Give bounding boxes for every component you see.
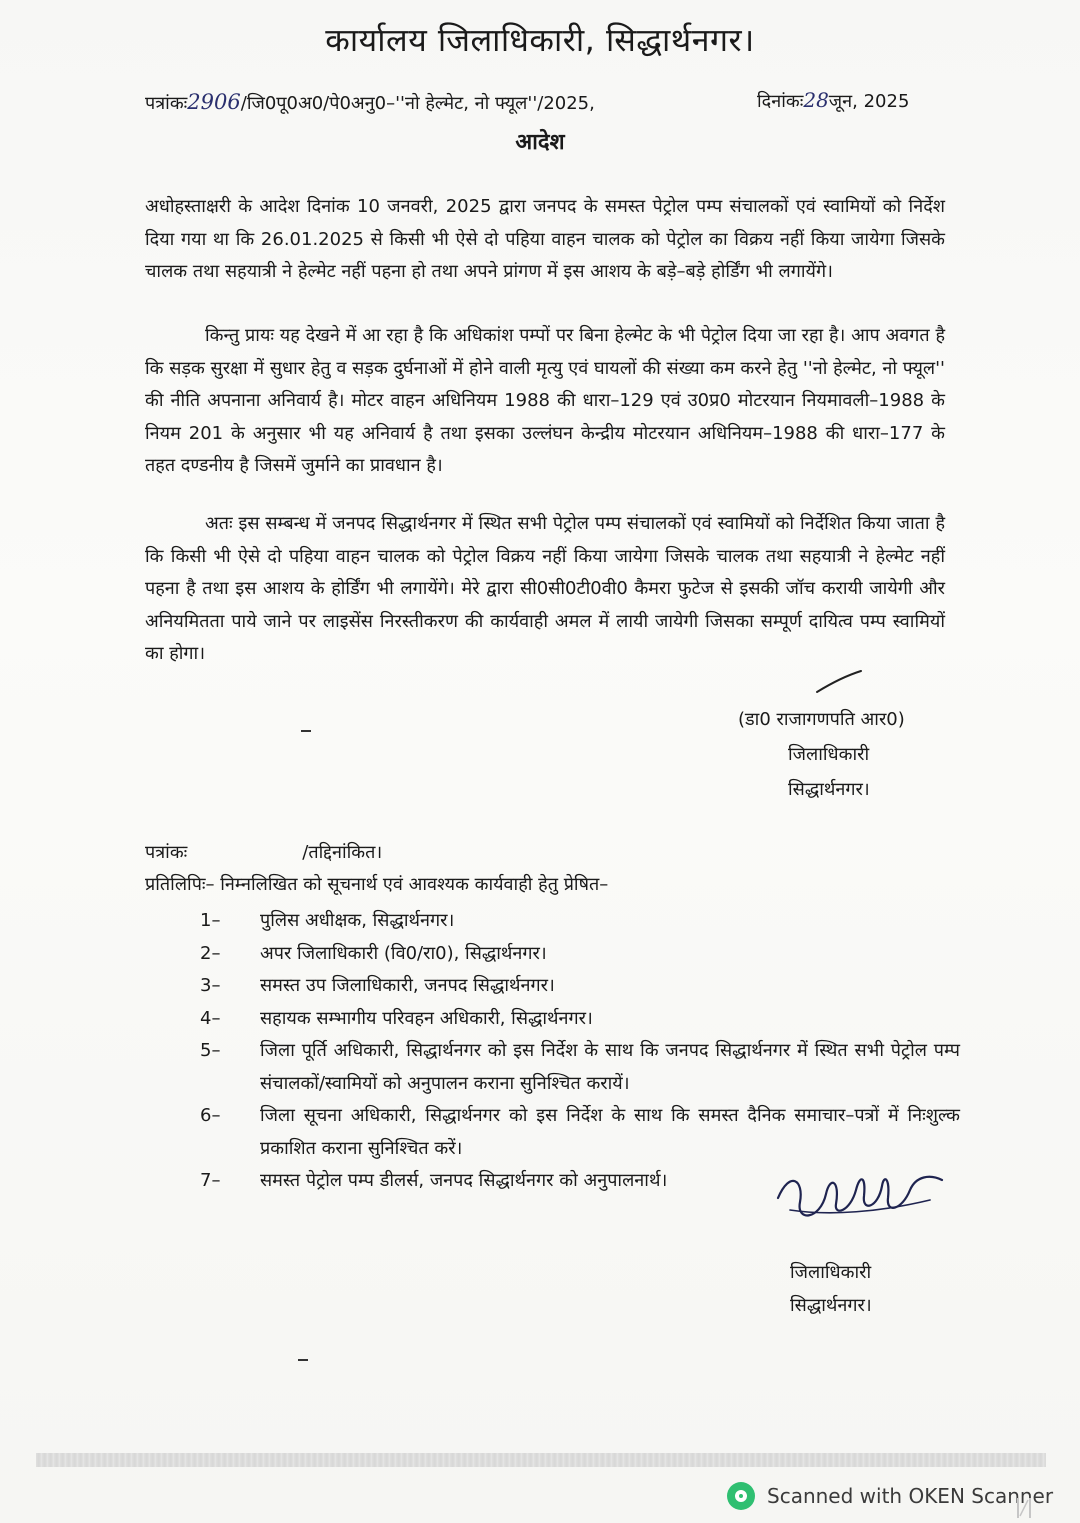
list-item-text: जिला सूचना अधिकारी, सिद्धार्थनगर को इस निर्देश के साथ कि समस्त दैनिक समाचार–पत्रों में निःशुल्क प्रकाशित कराना सुनिश्चित करें।: [260, 1105, 960, 1159]
paragraph-1: अधोहस्ताक्षरी के आदेश दिनांक 10 जनवरी, 2025 द्वारा जनपद के समस्त पेट्रोल पम्प संचालकों एवं स्वामियों को निर्देश दिया गया था कि 26.01.2025 से किसी भी ऐसे दो पहिया वाहन चालक को पेट्रोल का विक्रय नहीं किया जायेगा जिसके चालक तथा सहयात्री ने हेल्मेट नहीं पहना हो तथा अपने प्रांगण में इस आशय के बड़े–बड़े होर्डिंग भी लगायेंगे।: [145, 196, 945, 282]
paragraph-2: किन्तु प्रायः यह देखने में आ रहा है कि अधिकांश पम्पों पर बिना हेल्मेट के भी पेट्रोल दिया जा रहा है। आप अवगत है कि सड़क सुरक्षा में सुधार हेतु व सड़क दुर्घनाओं में होने वाली मृत्यु एवं घायलों की संख्या कम करने हेतु ''नो हेल्मेट, नो फ्यूल'' की नीति अपनाना अनिवार्य है। मोटर वाहन अधिनियम 1988 की धारा–129 एवं उ0प्र0 मोटरयान नियमावली–1988 के नियम 201 के अनुसार भी यह अनिवार्य है तथा इसका उल्लंघन केन्द्रीय मोटरयान अधिनियम–1988 की धारा–177 के तहत दण्डनीय है जिसमें जुर्माने का प्रावधान है।: [145, 325, 945, 476]
list-item-text: जिला पूर्ति अधिकारी, सिद्धार्थनगर को इस निर्देश के साथ कि जनपद सिद्धार्थनगर में स्थित सभी पेट्रोल पम्प संचालकों/स्वामियों को अनुपालन कराना सुनिश्चित करायें।: [260, 1040, 960, 1094]
copy-heading: प्रतिलिपिः– निम्नलिखित को सूचनार्थ एवं आवश्यक कार्यवाही हेतु प्रेषित–: [145, 874, 609, 895]
signature-block: [738, 702, 905, 807]
reference-prefix: पत्रांकः: [145, 93, 188, 114]
signatory-place: सिद्धार्थनगर।: [788, 779, 870, 800]
list-item-number: 7–: [200, 1170, 221, 1191]
date-day-handwritten: 28: [803, 88, 829, 112]
copy-ref-prefix: पत्रांकः: [145, 842, 188, 863]
list-item-number: 1–: [200, 910, 221, 931]
list-item-number: 6–: [200, 1105, 221, 1126]
list-item-text: समस्त पेट्रोल पम्प डीलर्स, जनपद सिद्धार्थनगर को अनुपालनार्थ।: [260, 1170, 668, 1191]
list-item-number: 2–: [200, 942, 221, 964]
final-designation: जिलाधिकारी: [790, 1262, 872, 1283]
list-item-number: 4–: [200, 1007, 221, 1029]
signatory-name: (डा0 राजागणपति आर0): [738, 709, 905, 730]
reference-number-line: [145, 90, 595, 115]
date-line: [757, 88, 909, 113]
list-item: [200, 905, 960, 938]
scanner-watermark-text: Scanned with OKEN Scanner: [767, 1484, 1054, 1508]
handwritten-signature: [770, 1150, 950, 1230]
pen-stroke-mark: [815, 668, 865, 696]
list-item-text: पुलिस अधीक्षक, सिद्धार्थनगर।: [260, 910, 455, 931]
order-title: आदेश: [515, 130, 565, 155]
list-item-number: 3–: [200, 975, 221, 996]
list-item-number: 5–: [200, 1040, 221, 1061]
list-item: [200, 938, 960, 971]
copy-ref-suffix: /तद्दिनांकित।: [302, 842, 383, 863]
signatory-designation: जिलाधिकारी: [788, 744, 870, 765]
oken-scanner-logo-icon: [727, 1482, 755, 1510]
dash-mark: [300, 728, 312, 734]
final-place: सिद्धार्थनगर।: [790, 1295, 872, 1316]
reference-number-handwritten: 2906: [187, 90, 241, 114]
list-item-text: समस्त उप जिलाधिकारी, जनपद सिद्धार्थनगर।: [260, 975, 555, 996]
reference-suffix: /जि0पू0अ0/पे0अनु0–''नो हेल्मेट, नो फ्यूल''/2025,: [240, 93, 595, 114]
scan-edge-band: [36, 1453, 1046, 1467]
scanner-watermark: [727, 1482, 1053, 1510]
final-signature-block: [790, 1256, 872, 1322]
list-item-text: अपर जिलाधिकारी (वि0/रा0), सिद्धार्थनगर।: [260, 942, 547, 964]
page-corner-mark: [1012, 1496, 1036, 1520]
copy-reference-line: [145, 840, 382, 864]
dash-mark: [297, 1357, 309, 1363]
list-item: [200, 1035, 960, 1100]
date-suffix: जून, 2025: [828, 91, 910, 112]
list-item: [200, 1003, 960, 1036]
date-prefix: दिनांकः: [757, 91, 804, 112]
list-item-text: सहायक सम्भागीय परिवहन अधिकारी, सिद्धार्थनगर।: [260, 1007, 593, 1029]
list-item: [200, 970, 960, 1003]
paragraph-3: अतः इस सम्बन्ध में जनपद सिद्धार्थनगर में स्थित सभी पेट्रोल पम्प संचालकों एवं स्वामियों को निर्देशित किया जाता है कि किसी भी ऐसे दो पहिया वाहन चालक को पेट्रोल विक्रय नहीं किया जायेगा जिसके चालक तथा सहयात्री ने हेल्मेट नहीं पहना है तथा इस आशय के होर्डिंग भी लगायेंगे। मेरे द्वारा सी0सी0टी0वी0 कैमरा फुटेज से इसकी जॉच करायी जायेगी और अनियमितता पाये जाने पर लाइसेंस निरस्तीकरण की कार्यवाही अमल में लायी जायेगी जिसका सम्पूर्ण दायित्व पम्प स्वामियों का होगा।: [145, 513, 945, 664]
office-header: कार्यालय जिलाधिकारी, सिद्धार्थनगर।: [325, 21, 755, 59]
